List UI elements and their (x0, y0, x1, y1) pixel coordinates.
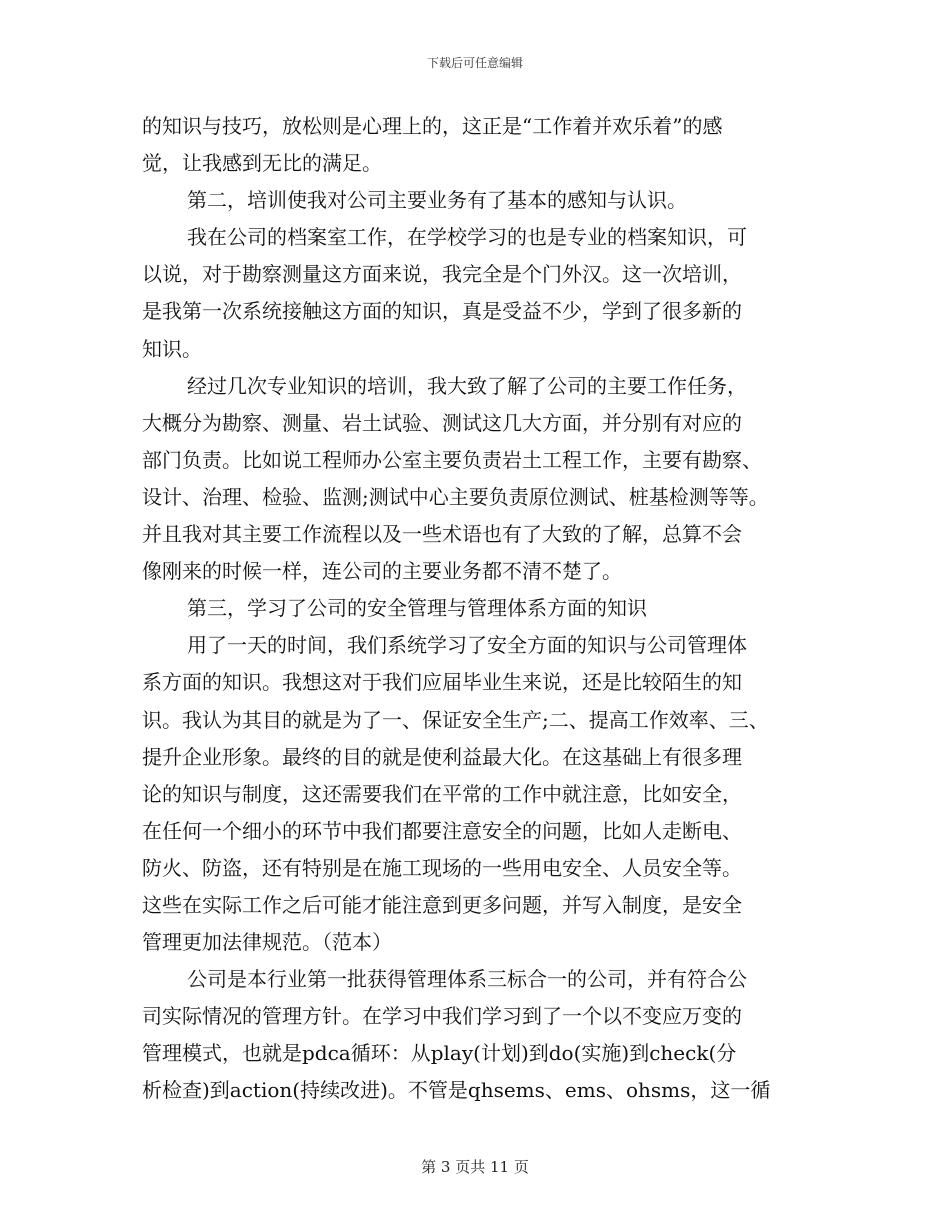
text-line: 大概分为勘察、测量、岩土试验、测试这几大方面，并分别有对应的 (142, 410, 742, 435)
document-body (142, 108, 818, 1110)
text-line: 部门负责。比如说工程师办公室主要负责岩土工程工作，主要有勘察、 (142, 447, 762, 472)
text-line: 系方面的知识。我想这对于我们应届毕业生来说，还是比较陌生的知 (142, 670, 742, 695)
page-footer: 第 3 页共 11 页 (421, 1158, 529, 1176)
text-line: 识。我认为其目的就是为了一、保证安全生产;二、提高工作效率、三、 (142, 707, 769, 732)
text-line: 觉，让我感到无比的满足。 (142, 151, 382, 176)
text-line: 的知识与技巧，放松则是心理上的，这正是“工作着并欢乐着”的感 (142, 114, 723, 138)
text-line: 像刚来的时候一样，连公司的主要业务都不清不楚了。 (142, 559, 622, 584)
text-line: 管理更加法律规范。（范本） (142, 930, 392, 955)
text-line: 析检查)到action(持续改进)。不管是qhsems、ems、ohsms，这一循 (142, 1078, 771, 1103)
text-line: 第三，学习了公司的安全管理与管理体系方面的知识 (187, 596, 647, 621)
text-line: 在任何一个细小的环节中我们都要注意安全的问题，比如人走断电、 (142, 818, 742, 843)
text-line: 我在公司的档案室工作，在学校学习的也是专业的档案知识，可 (187, 225, 747, 250)
text-line: 经过几次专业知识的培训，我大致了解了公司的主要工作任务， (187, 373, 747, 398)
text-line: 第二，培训使我对公司主要业务有了基本的感知与认识。 (187, 188, 687, 213)
text-line: 是我第一次系统接触这方面的知识，真是受益不少，学到了很多新的 (142, 299, 742, 324)
page-header: 下载后可任意编辑 (426, 56, 523, 70)
text-line: 并且我对其主要工作流程以及一些术语也有了大致的了解，总算不会 (142, 522, 742, 547)
text-line: 论的知识与制度，这还需要我们在平常的工作中就注意，比如安全， (142, 781, 742, 806)
text-line: 司实际情况的管理方针。在学习中我们学习到了一个以不变应万变的 (142, 1004, 742, 1029)
text-line: 防火、防盗，还有特别是在施工现场的一些用电安全、人员安全等。 (142, 855, 742, 880)
text-line: 提升企业形象。最终的目的就是使利益最大化。在这基础上有很多理 (142, 744, 742, 769)
text-line: 以说，对于勘察测量这方面来说，我完全是个门外汉。这一次培训， (142, 262, 742, 287)
text-line: 公司是本行业第一批获得管理体系三标合一的公司，并有符合公 (187, 967, 747, 992)
text-line: 管理模式，也就是pdca循环：从play(计划)到do(实施)到check(分 (142, 1041, 737, 1066)
text-line: 知识。 (142, 336, 202, 361)
text-line: 这些在实际工作之后可能才能注意到更多问题，并写入制度，是安全 (142, 892, 742, 917)
text-line: 设计、治理、检验、监测;测试中心主要负责原位测试、桩基检测等等。 (142, 484, 769, 509)
text-line: 用了一天的时间，我们系统学习了安全方面的知识与公司管理体 (187, 633, 747, 658)
